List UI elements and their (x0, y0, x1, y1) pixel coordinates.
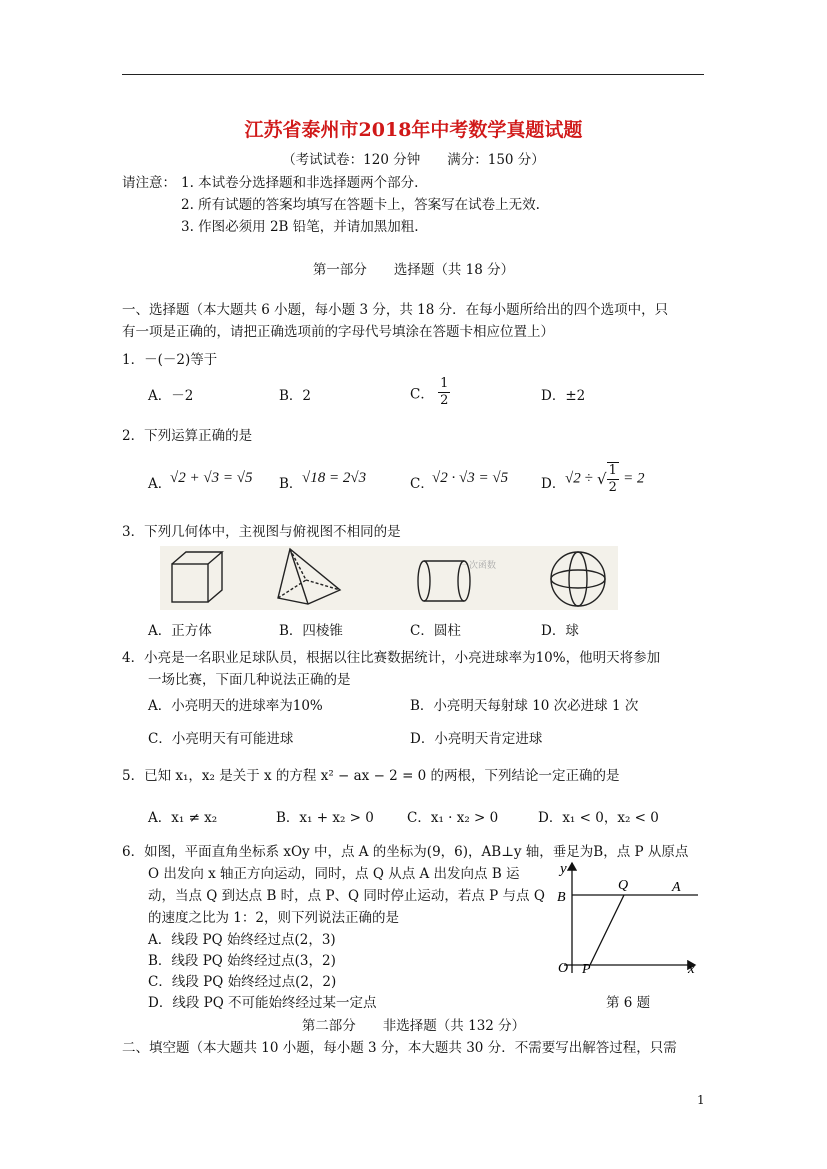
q2-option-b-label: B． (279, 476, 303, 492)
q1-option-a: A．－2 (148, 388, 194, 404)
q5-option-b: B．x₁ + x₂ > 0 (276, 810, 374, 826)
part2-heading: 第二部分 非选择题（共 132 分） (301, 1018, 526, 1034)
q6-line3: 动，当点 Q 到达点 B 时，点 P、Q 同时停止运动，若点 P 与点 Q (148, 888, 545, 904)
label-a: A (672, 880, 681, 895)
header-rule (122, 74, 704, 75)
q4-option-b: B．小亮明天每射球 10 次必进球 1 次 (410, 698, 639, 714)
q3-option-c: C．圆柱 (410, 623, 461, 639)
q4-line2: 一场比赛，下面几种说法正确的是 (148, 672, 351, 688)
label-o: O (558, 961, 569, 976)
q1-option-c (410, 376, 450, 409)
q1-option-c-label: C． (410, 386, 434, 403)
q2-stem: 2．下列运算正确的是 (122, 428, 253, 444)
exam-info: （考试试卷：120 分钟 满分：150 分） (282, 152, 545, 168)
q5-option-d: D．x₁ < 0，x₂ < 0 (538, 810, 659, 826)
notice-item-2: 2. 所有试题的答案均填写在答题卡上，答案写在试卷上无效. (181, 197, 540, 213)
q6-figure (550, 855, 710, 985)
notice-item-3: 3. 作图必须用 2B 铅笔，并请加黑加粗. (181, 219, 419, 235)
q2-option-c-expr: √2 · √3 = √5 (432, 470, 509, 486)
page-title: 江苏省泰州市2018年中考数学真题试题 (244, 119, 583, 141)
q4-option-c: C．小亮明天有可能进球 (148, 731, 294, 747)
q2-d-denominator: 2 (608, 480, 617, 495)
q2-option-a-label: A． (148, 476, 172, 492)
section1-line1: 一、选择题（本大题共 6 小题，每小题 3 分，共 18 分．在每小题所给出的四个选项中，只 (122, 302, 669, 318)
q2-option-d-label: D． (541, 476, 566, 492)
q3-figure-strip (160, 546, 618, 610)
q4-line1: 4．小亮是一名职业足球队员，根据以往比赛数据统计，小亮进球率为10%，他明天将参加 (122, 650, 661, 666)
q2-d-numerator: 1 (608, 463, 617, 478)
q2-option-c-label: C． (410, 476, 434, 492)
q6-option-c: C．线段 PQ 始终经过点(2，2) (148, 974, 337, 990)
q6-caption: 第 6 题 (606, 995, 651, 1011)
label-y: y (560, 861, 567, 877)
q2-d-sqrt-icon: √ (597, 470, 607, 488)
label-p: P (582, 962, 591, 977)
q6-line4: 的速度之比为 1：2，则下列说法正确的是 (148, 910, 399, 926)
notice-label: 请注意： (122, 175, 176, 191)
q3-option-a: A．正方体 (148, 623, 212, 639)
label-b: B (557, 890, 566, 905)
pyramid-icon (278, 549, 340, 604)
q5-stem: 5．已知 x₁，x₂ 是关于 x 的方程 x² − ax − 2 = 0 的两根，下列结论一定正确的是 (122, 768, 620, 784)
q1-option-c-fraction (438, 376, 450, 409)
q4-option-a: A．小亮明天的进球率为10% (148, 698, 323, 714)
q2-d-part1: √2 ÷ (565, 470, 593, 487)
section1-line2: 有一项是正确的，请把正确选项前的字母代号填涂在答题卡相应位置上） (122, 324, 554, 340)
q2-d-part2: = 2 (623, 470, 645, 487)
q6-option-b: B．线段 PQ 始终经过点(3，2) (148, 953, 336, 969)
part1-heading: 第一部分 选择题（共 18 分） (312, 262, 515, 278)
q6-option-d: D．线段 PQ 不可能始终经过某一定点 (148, 995, 377, 1011)
q6-line1: 6．如图，平面直角坐标系 xOy 中，点 A 的坐标为(9，6)，AB⊥y 轴，垂足为B，点 P 从原点 (122, 844, 689, 860)
q1-option-b: B．2 (279, 388, 312, 404)
q3-stem: 3．下列几何体中，主视图与俯视图不相同的是 (122, 524, 401, 540)
section2-line1: 二、填空题（本大题共 10 小题，每小题 3 分，本大题共 30 分．不需要写出解答过程，只需 (122, 1040, 677, 1056)
cube-icon (172, 552, 222, 602)
q1-option-d: D．±2 (541, 388, 586, 404)
segment-pq (590, 895, 624, 965)
q4-option-d: D．小亮明天肯定进球 (410, 731, 543, 747)
q3-bg-text: 一次函数 (460, 561, 497, 571)
q6-option-a: A．线段 PQ 始终经过点(2，3) (148, 932, 336, 948)
page-number: 1 (697, 1093, 705, 1107)
q2-option-b-expr: √18 = 2√3 (302, 470, 367, 486)
q1-stem: 1．－(－2)等于 (122, 352, 218, 368)
q2-d-fraction (607, 462, 619, 496)
q1-c-denominator: 2 (440, 393, 449, 408)
q5-option-c: C．x₁ · x₂ > 0 (407, 810, 499, 826)
q1-c-numerator: 1 (440, 376, 449, 391)
q3-option-d: D．球 (541, 623, 579, 639)
label-x: x (688, 961, 695, 977)
q3-figures (160, 546, 618, 610)
notice-item-1: 1. 本试卷分选择题和非选择题两个部分. (181, 175, 419, 191)
q5-option-a: A．x₁ ≠ x₂ (148, 810, 218, 826)
q3-option-b: B．四棱锥 (279, 623, 343, 639)
q6-line2: O 出发向 x 轴正方向运动，同时，点 Q 从点 A 出发向点 B 运 (148, 866, 520, 882)
label-q: Q (618, 878, 629, 893)
q2-option-a-expr: √2 + √3 = √5 (170, 470, 253, 486)
q2-option-d-expr (565, 462, 645, 496)
sphere-icon (551, 552, 605, 606)
